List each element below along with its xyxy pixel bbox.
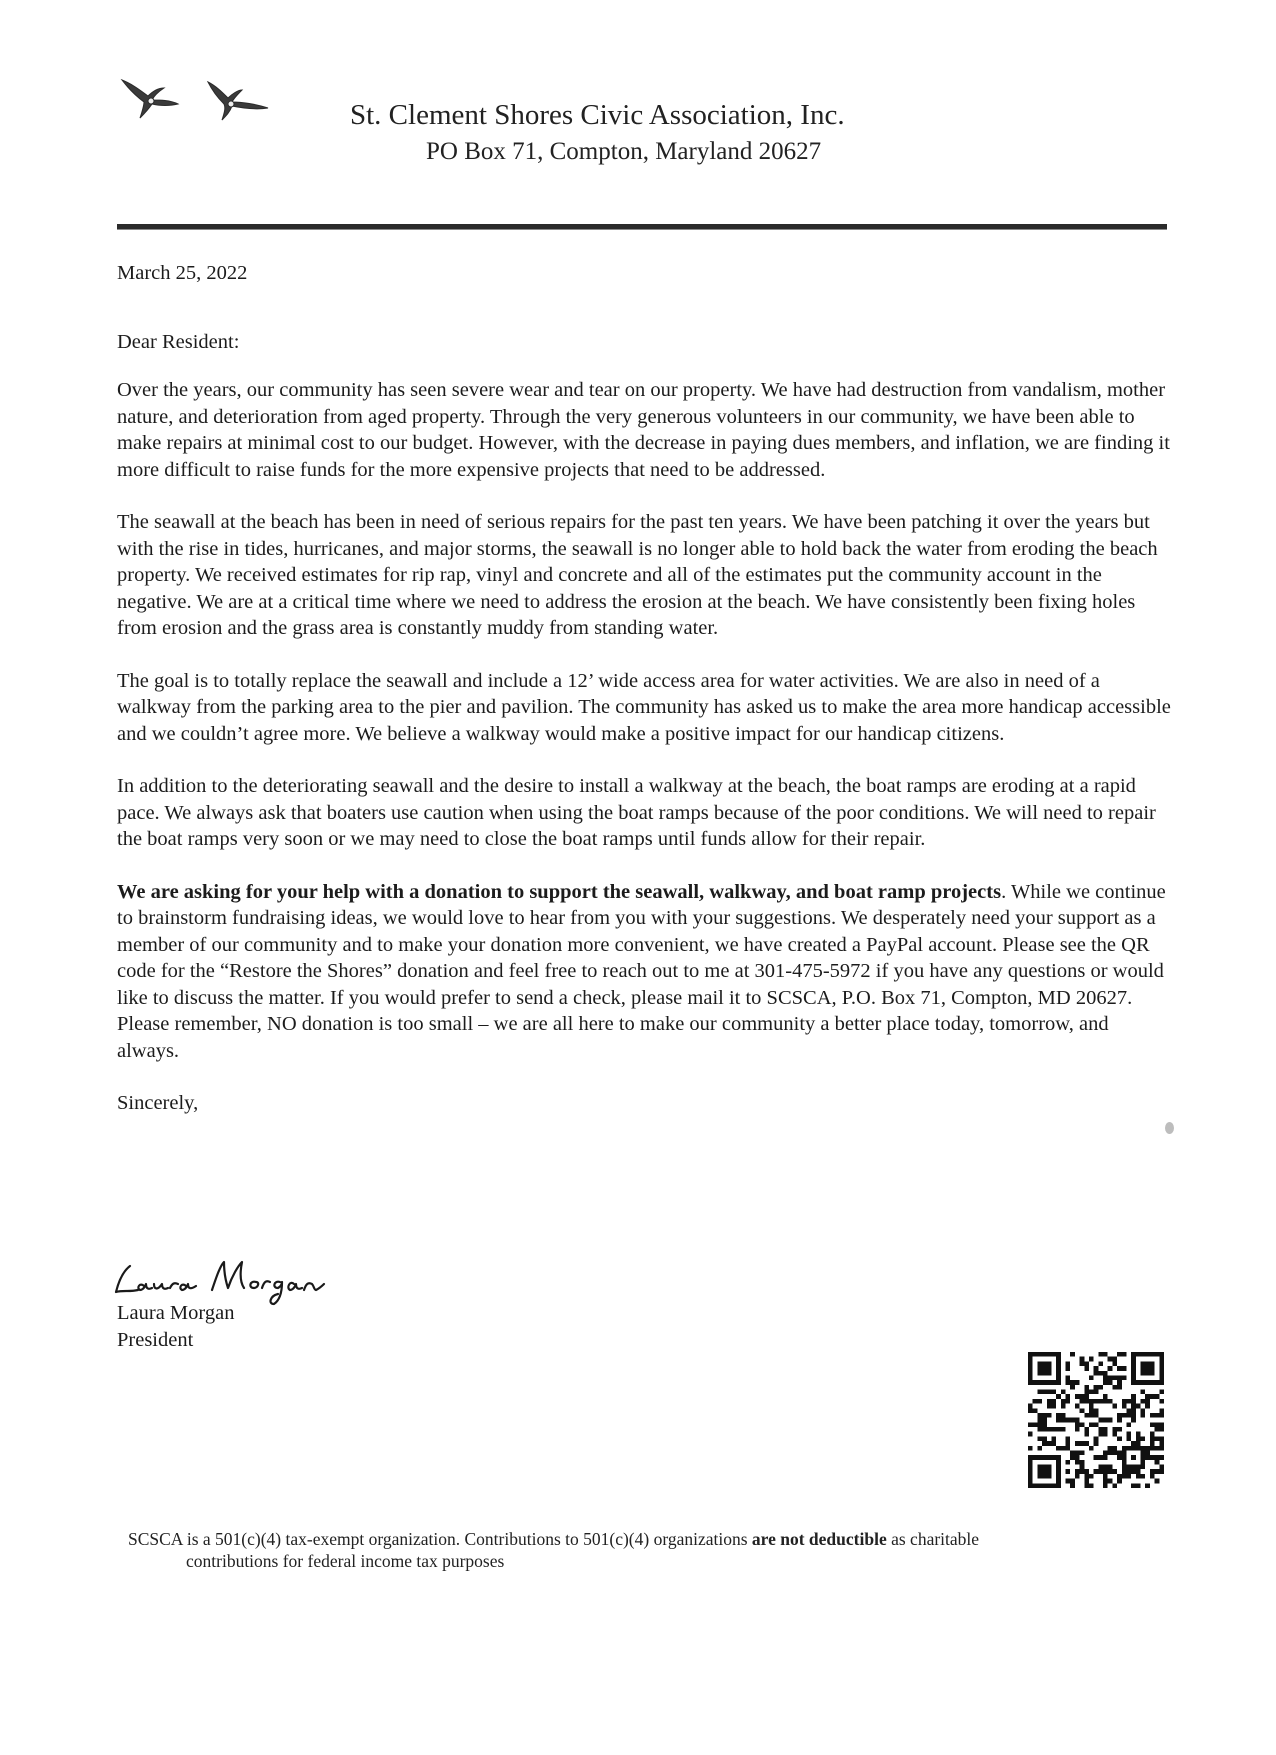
disclaimer-line-1 <box>128 1528 1188 1550</box>
paragraph-1: Over the years, our community has seen severe wear and tear on our property. We have had destruction from vandalism, mother nature, and deterioration from aged property. Through the very generous volunteers in our community, we have been able to make repairs at minimal cost to our budget. However, with the decrease in paying dues members, and inflation, we are finding it more difficult to raise funds for the more expensive projects that need to be addressed. <box>117 379 1170 481</box>
scan-speck <box>1165 1122 1174 1134</box>
closing: Sincerely, <box>117 1092 199 1114</box>
organization-address: PO Box 71, Compton, Maryland 20627 <box>426 138 822 165</box>
disclaimer-text-pre: SCSCA is a 501(c)(4) tax-exempt organization. Contributions to 501(c)(4) organizations <box>128 1529 752 1549</box>
appeal-bold: We are asking for your help with a donation to support the seawall, walkway, and boat ramp projects <box>117 880 1002 903</box>
header-divider <box>117 224 1167 230</box>
signer-block <box>117 1300 234 1353</box>
qr-code-icon[interactable] <box>1028 1352 1164 1488</box>
letter-date: March 25, 2022 <box>117 262 248 284</box>
paragraph-2: The seawall at the beach has been in need of serious repairs for the past ten years. We have been patching it over the years but with the rise in tides, hurricanes, and major storms, the seawall is no longer able to hold back the water from eroding the beach property. We received estimates for rip rap, vinyl and concrete and all of the estimates put the community account in the negative. We are at a critical time where we need to address the erosion at the beach. We have consistently been fixing holes from erosion and the grass area is constantly muddy from standing water. <box>117 511 1158 639</box>
signer-name: Laura Morgan <box>117 1302 235 1324</box>
disclaimer-line-2: contributions for federal income tax purposes <box>186 1551 505 1571</box>
paragraph-4: In addition to the deteriorating seawall and the desire to install a walkway at the beach, the boat ramps are eroding at a rapid pace. We always ask that boaters use caution when using the boat ramps because of the poor conditions. We will need to repair the boat ramps very soon or we may need to close the boat ramps until funds allow for their repair. <box>117 775 1156 850</box>
two-seagulls-icon <box>118 74 286 130</box>
disclaimer-text-post: as charitable <box>886 1529 980 1549</box>
paragraph-3: The goal is to totally replace the seawall and include a 12’ wide access area for water activities. We are also in need of a walkway from the parking area to the pier and pavilion. The community has asked us to make the area more handicap accessible and we couldn’t agree more. We believe a walkway would make a positive impact for our handicap citizens. <box>117 669 1171 745</box>
disclaimer-bold: are not deductible <box>751 1529 887 1549</box>
appeal-rest: . While we continue to brainstorm fundraising ideas, we would love to hear from you with your suggestions. We desperately need your support as a member of our community and to make your donation more convenient, we have created a PayPal account. Please see the QR code for the “Restore the Shores” donation and feel free to reach out to me at 301-475-5972 if you have any questions or would like to discuss the matter. If you would prefer to send a check, please mail it to SCSCA, P.O. Box 71, Compton, MD 20627. Please remember, NO donation is too small – we are all here to make our community a better place today, tomorrow, and always. <box>117 880 1166 1062</box>
tax-disclaimer <box>128 1528 1188 1572</box>
handwritten-signature <box>108 1254 358 1306</box>
appeal-paragraph <box>117 879 1171 1065</box>
salutation: Dear Resident: <box>117 330 240 353</box>
organization-name: St. Clement Shores Civic Association, Inc. <box>350 99 845 131</box>
signer-title: President <box>117 1328 194 1351</box>
organization-header <box>350 98 950 168</box>
letter-body <box>117 260 1171 1117</box>
